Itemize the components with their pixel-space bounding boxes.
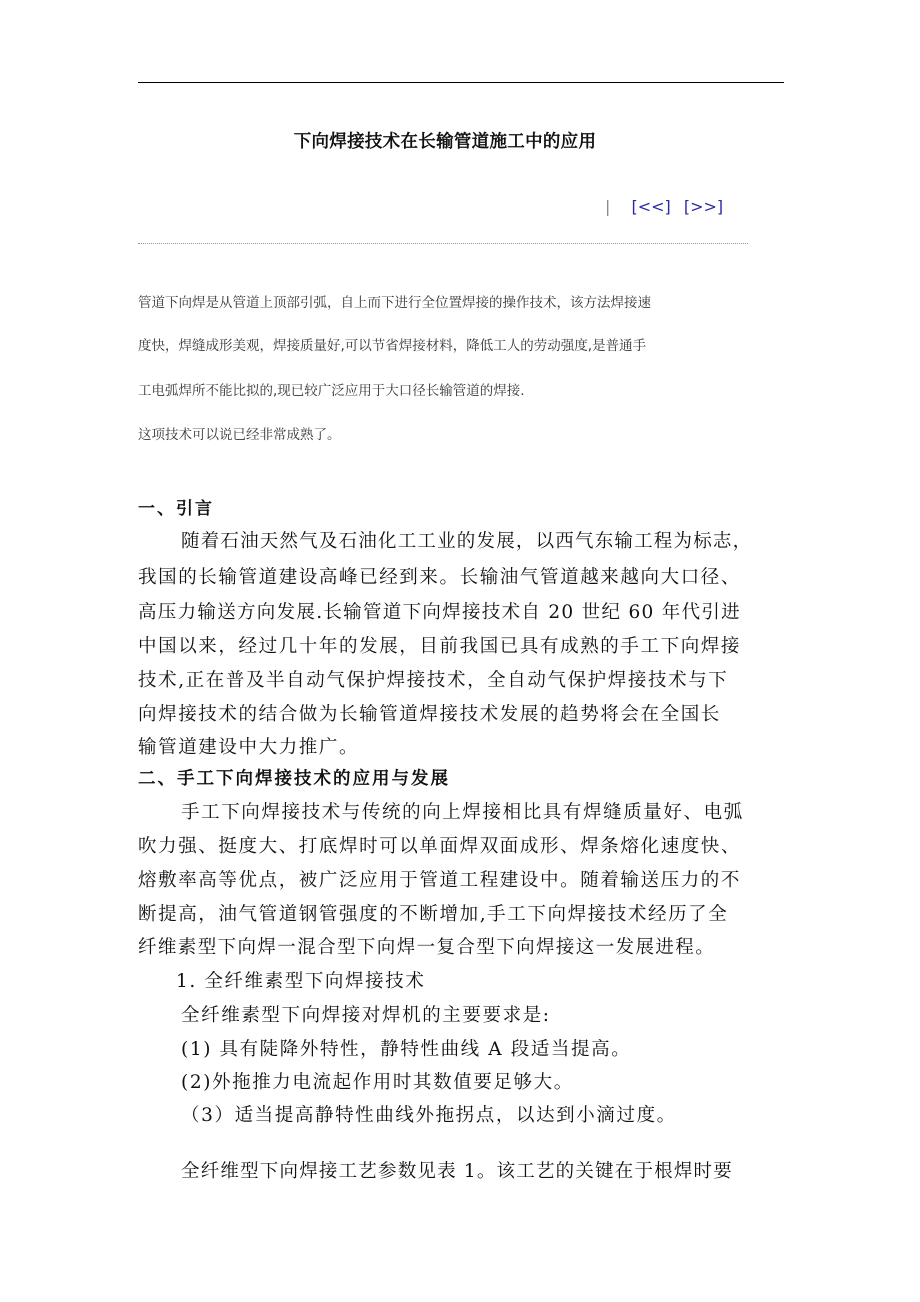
section-heading-intro: 一、引言 [138, 499, 214, 519]
document-title: 下向焊接技术在长输管道施工中的应用 [293, 132, 597, 152]
article-nav [605, 197, 731, 221]
header-rule [138, 82, 784, 83]
requirement-item: (1) 具有陡降外特性，静特性曲线 A 段适当提高。 [181, 1039, 632, 1060]
prev-page-link[interactable]: [<<] [631, 197, 671, 216]
paragraph-line: 输管道建设中大力推广。 [138, 737, 360, 758]
requirement-item: （3）适当提高静特性曲线外拖拐点，以达到小滴过度。 [181, 1105, 677, 1126]
paragraph-line: 向焊接技术的结合做为长输管道焊接技术发展的趋势将会在全国长 [138, 704, 721, 725]
paragraph-line: 我国的长输管道建设高峰已经到来。长输油气管道越来越向大口径、 [138, 567, 742, 588]
nav-separator: | [605, 197, 611, 216]
requirements-intro: 全纤维素型下向焊接对焊机的主要要求是: [181, 1005, 551, 1026]
abstract-line: 管道下向焊是从管道上顶部引弧，自上而下进行全位置焊接的操作技术，该方法焊接速 [138, 295, 651, 311]
paragraph-line: 断提高，油气管道钢管强度的不断增加,手工下向焊接技术经历了全 [138, 904, 729, 925]
paragraph-line: 吹力强、挺度大、打底焊时可以单面焊双面成形、焊条熔化速度快、 [138, 836, 742, 857]
paragraph-line: 技术,正在普及半自动气保护焊接技术，全自动气保护焊接技术与下 [138, 670, 729, 691]
abstract-line: 度快，焊缝成形美观，焊接质量好,可以节省焊接材料，降低工人的劳动强度,是普通手 [138, 338, 647, 354]
requirement-item: (2)外拖推力电流起作用时其数值要足够大。 [181, 1072, 574, 1093]
subsection-heading: 1. 全纤维素型下向焊接技术 [176, 971, 426, 992]
paragraph-line: 熔敷率高等优点，被广泛应用于管道工程建设中。随着输送压力的不 [138, 870, 742, 891]
abstract-line: 工电弧焊所不能比拟的,现已较广泛应用于大口径长输管道的焊接. [138, 383, 525, 399]
paragraph-line: 纤维素型下向焊一混合型下向焊一复合型下向焊接这一发展进程。 [138, 937, 716, 958]
paragraph-line: 高压力输送方向发展.长输管道下向焊接技术自 20 世纪 60 年代引进 [138, 602, 741, 623]
abstract-line: 这项技术可以说已经非常成熟了。 [138, 427, 341, 443]
paragraph-line: 随着石油天然气及石油化工工业的发展，以西气东输工程为标志， [181, 531, 753, 552]
paragraph-line: 手工下向焊接技术与传统的向上焊接相比具有焊缝质量好、电弧 [181, 802, 744, 823]
paragraph-line: 全纤维型下向焊接工艺参数见表 1。该工艺的关键在于根焊时要 [181, 1161, 733, 1182]
section-heading-manual-welding: 二、手工下向焊接技术的应用与发展 [138, 769, 450, 789]
header-divider [138, 243, 748, 244]
paragraph-line: 中国以来，经过几十年的发展，目前我国已具有成熟的手工下向焊接 [138, 636, 742, 657]
next-page-link[interactable]: [>>] [683, 197, 724, 216]
